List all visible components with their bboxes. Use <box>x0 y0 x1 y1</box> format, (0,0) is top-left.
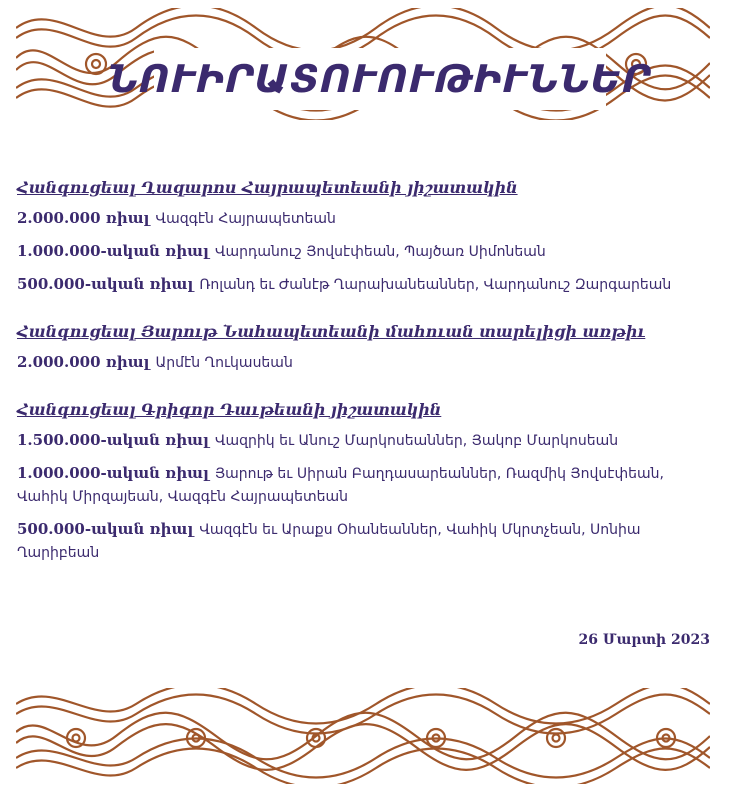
donation-amount: 1.500.000-ական ռիալ <box>17 431 209 449</box>
donor-names: Յարութ եւ Սիրան Բաղդասարեաններ, Ռազմիկ Յովսէփեան, Վաhիկ Միրզայեան, Վազգէն Հայրապետեան <box>17 466 664 505</box>
donation-amount: 1.000.000-ական ռիալ <box>17 464 209 482</box>
section-heading: Հանգուցեալ Ղազարոս Հայրապետեանի յիշատակին <box>17 178 518 197</box>
section-heading: Հանգուցեալ Գրիգոր Դաւթեանի յիշատակին <box>17 400 442 419</box>
section-harout <box>17 322 717 374</box>
top-ornament-border <box>16 8 710 120</box>
knot-pattern-bottom <box>16 688 710 784</box>
donation-line <box>17 518 717 564</box>
donations-content <box>17 178 717 590</box>
donation-amount: 500.000-ական ռիալ <box>17 520 194 538</box>
donation-line <box>17 429 717 452</box>
donation-amount: 500.000-ական ռիալ <box>17 275 194 293</box>
donation-line <box>17 462 717 508</box>
publication-date: 26 Մարտի 2023 <box>578 632 710 648</box>
donation-line <box>17 207 717 230</box>
donation-line <box>17 351 717 374</box>
section-heading: Հանգուցեալ Յարութ Նահապետեանի մահուան տարելիցի առթիւ <box>17 322 646 341</box>
donor-names: Վազգէն Հայրապետեան <box>155 211 336 227</box>
page-title: ՆՈՒԻՐԱՏՈՒՈՒԹԻՒՆՆԵՐ <box>107 57 653 101</box>
donation-amount: 1.000.000-ական ռիալ <box>17 242 209 260</box>
donation-line <box>17 273 717 296</box>
donor-names: Վազրիկ եւ Անուշ Մարկոսեաններ, Յակոբ Մարկոսեան <box>214 433 619 449</box>
donor-names: Արմէն Ղուկասեան <box>155 355 293 371</box>
section-grigor <box>17 400 717 564</box>
donor-names: Վազգէն եւ Արաքս Օհանեաններ, Վաhիկ Մկրտչեան, Սոնիա Ղարիբեան <box>17 522 641 561</box>
donation-line <box>17 240 717 263</box>
donor-names: Ռոլանդ եւ Ժանէթ Ղարախանեաններ, Վարդանուշ Զարգարեան <box>199 277 672 293</box>
section-ghazaros <box>17 178 717 296</box>
donor-names: Վարդանուշ Յովսէփեան, Պայծառ Սիմոնեան <box>214 244 546 260</box>
bottom-ornament-border <box>16 688 710 784</box>
donation-amount: 2.000.000 ռիալ <box>17 209 150 227</box>
donation-amount: 2.000.000 ռիալ <box>17 353 150 371</box>
title-plate <box>107 48 653 110</box>
